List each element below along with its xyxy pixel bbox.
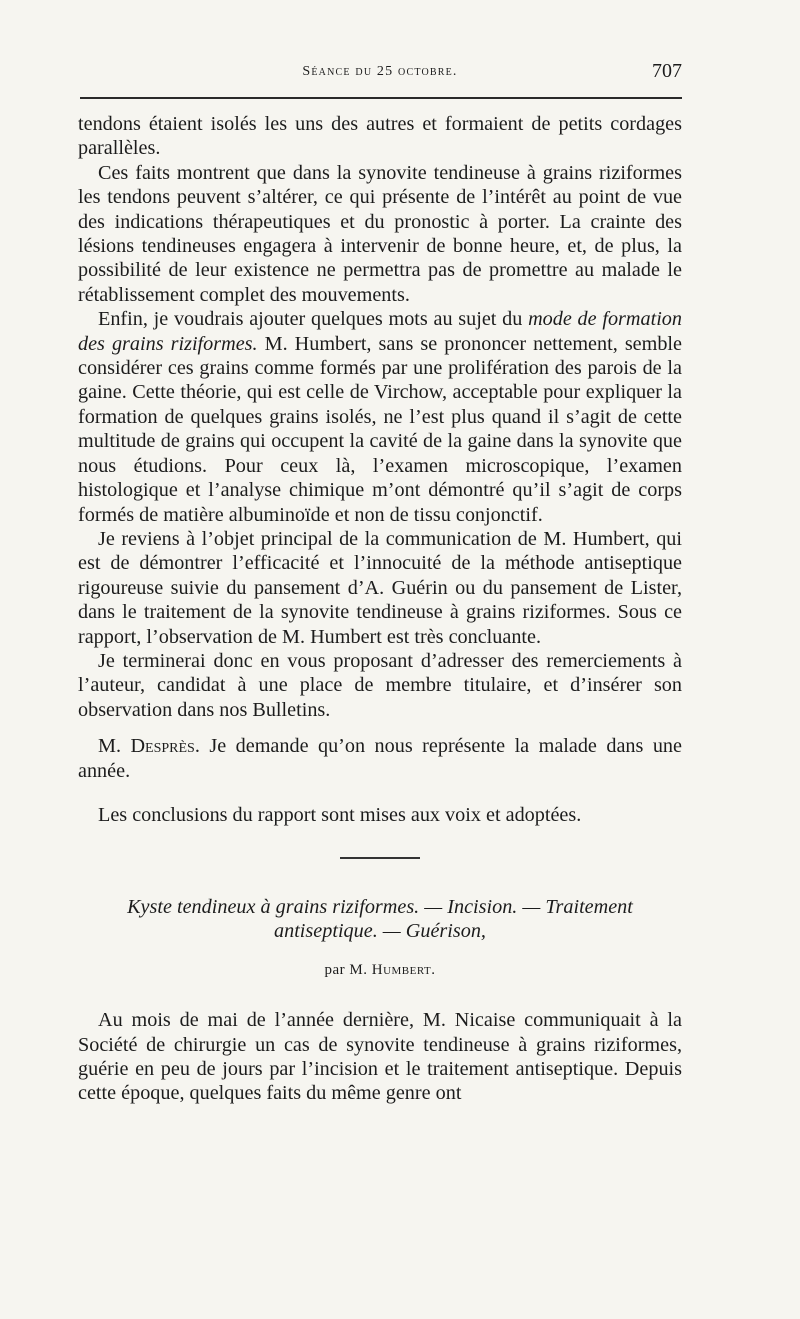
- spacer: [78, 859, 682, 895]
- spacer: [78, 944, 682, 958]
- paragraph-text: Enfin, je voudrais ajouter quelques mots au sujet du: [98, 308, 529, 331]
- byline-prefix: par M.: [324, 961, 372, 978]
- paragraph-despres: [78, 734, 682, 783]
- spacer: [78, 783, 682, 803]
- running-title: Séance du 25 octobre.: [302, 64, 458, 79]
- speaker-name: M. Desprès.: [98, 735, 200, 758]
- spacer: [78, 722, 682, 734]
- body-text: [78, 112, 682, 1106]
- header-rule: [80, 97, 682, 99]
- spacer: [78, 982, 682, 1008]
- paragraph-final: Au mois de mai de l’année dernière, M. Nicaise communiquait à la Société de chirurgie un cas de synovite tendineuse à grains riziformes, guérie en peu de jours par l’incision et le traitement antiseptique. Depuis cette époque, quelques faits du même genre ont: [78, 1009, 682, 1105]
- italic-phrase: mode de formation des grains riziformes.: [78, 308, 682, 355]
- spacer: [78, 827, 682, 857]
- paragraph-conclusions: Les conclusions du rapport sont mises aux voix et adoptées.: [98, 803, 582, 826]
- book-page: [78, 0, 682, 1319]
- paragraph: tendons étaient isolés les uns des autres et formaient de petits cordages parallèles.: [78, 113, 682, 160]
- paragraph: Ces faits montrent que dans la synovite tendineuse à grains riziformes les tendons peuvent s’altérer, ce qui présente de l’intérêt au point de vue des indications thérapeutiques et du pronostic à porter. La crainte des lésions tendineuses engagera à intervenir de bonne heure, et, de plus, la possibilité de leur existence ne permettra pas de promettre au malade le rétablissement complet des mouvements.: [78, 161, 682, 306]
- page-number: 707: [652, 60, 682, 82]
- byline: [78, 958, 682, 982]
- paragraph-text: Je demande qu’on nous représente la malade dans une année.: [78, 735, 682, 782]
- section-title: Kyste tendineux à grains riziformes. — Incision. — Traitement antiseptique. — Guérison,: [127, 895, 633, 943]
- page-header: [78, 60, 682, 88]
- byline-author: Humbert.: [371, 961, 436, 978]
- paragraph: Je reviens à l’objet principal de la communication de M. Humbert, qui est de démontrer l’efficacité et l’innocuité de la méthode antiseptique rigoureuse suivie du pansement d’A. Guérin ou du pansement de Lister, dans le traitement de la synovite tendineuse à grains riziformes. Sous ce rapport, l’observation de M. Humbert est très concluante.: [78, 527, 682, 648]
- paragraph-enfin: [78, 307, 682, 527]
- paragraph-text: M. Humbert, sans se prononcer nettement, semble considérer ces grains comme formés par une prolifération des parois de la gaine. Cette théorie, qui est celle de Virchow, acceptable pour expliquer la formation de quelques grains isolés, ne l’est plus quand il s’agit de cette multitude de grains qui occupent la cavité de la gaine dans la synovite que nous étudions. Pour ceux là, l’examen microscopique, l’examen histologique et l’analyse chimique m’ont démontré qu’il s’agit de corps formés de matière albuminoïde et non de tissu conjonctif.: [78, 332, 682, 526]
- paragraph: Je terminerai donc en vous proposant d’adresser des remerciements à l’auteur, candidat à une place de membre titulaire, et d’insérer son observation dans nos Bulletins.: [78, 649, 682, 721]
